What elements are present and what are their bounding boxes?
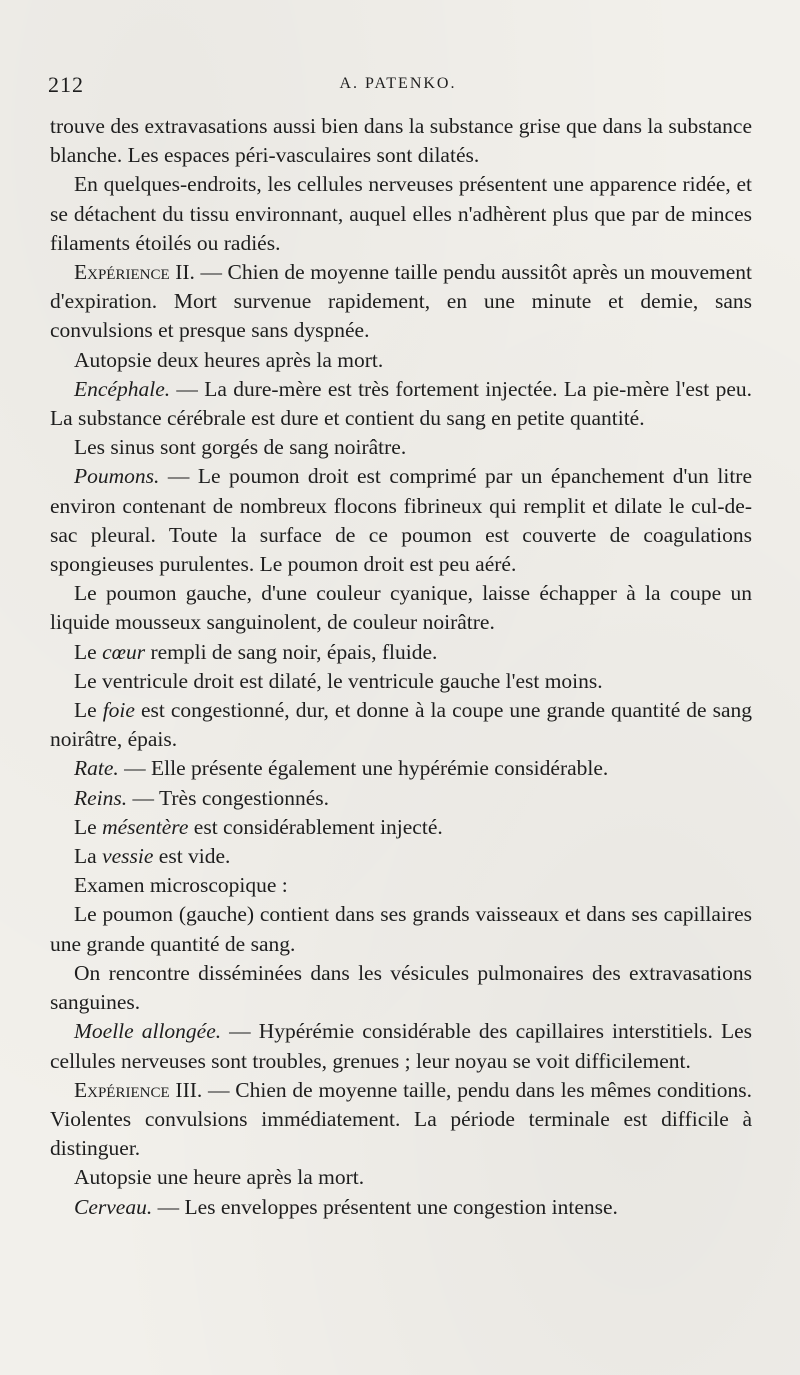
text-run: Le ventricule droit est dilaté, le ventricule gauche l'est moins. — [74, 668, 603, 693]
italic-term: cœur — [102, 639, 146, 664]
paragraph — [50, 579, 752, 637]
paragraph — [50, 112, 752, 170]
text-run: — Le poumon droit est comprimé par un épanchement d'un litre environ contenant de nombreux flocons fibrineux qui remplit et dilate le cul-de-sac pleural. Toute la surface de ce poumon est couverte de coagulations spongieuses purulentes. Le poumon droit est peu aéré. — [50, 464, 752, 577]
text-run: Examen microscopique : — [74, 873, 288, 898]
paragraph — [50, 170, 752, 258]
paragraph — [50, 1076, 752, 1164]
text-run: est vide. — [153, 844, 231, 869]
text-run: trouve des extravasations aussi bien dans la substance grise que dans la substance blanche. Les espaces péri-vasculaires sont dilatés. — [50, 114, 752, 168]
experiment-heading: Expérience II. — [74, 260, 195, 285]
text-run: est considérablement injecté. — [188, 814, 443, 839]
running-title: A. PATENKO. — [339, 75, 457, 92]
paragraph — [50, 375, 752, 433]
paragraph — [50, 1017, 752, 1075]
body-text — [50, 112, 752, 1222]
paragraph — [50, 754, 752, 783]
text-run: Le poumon gauche, d'une couleur cyanique, laisse échapper à la coupe un liquide mousseux sanguinolent, de couleur noirâtre. — [50, 581, 752, 635]
paragraph — [50, 1163, 752, 1192]
text-run: — Les enveloppes présentent une congestion intense. — [152, 1194, 618, 1219]
italic-term: Rate. — [74, 756, 119, 781]
text-run: Le poumon (gauche) contient dans ses grands vaisseaux et dans ses capillaires une grande quantité de sang. — [50, 902, 752, 956]
text-run: rempli de sang noir, épais, fluide. — [145, 639, 438, 664]
italic-term: Moelle allongée. — [74, 1019, 222, 1044]
text-run: Autopsie une heure après la mort. — [74, 1165, 365, 1190]
text-run: En quelques-endroits, les cellules nerveuses présentent une apparence ridée, et se détachent du tissu environnant, auquel elles n'adhèrent plus que par de minces filaments étoilés ou radiés. — [50, 172, 752, 255]
italic-term: Reins. — [74, 785, 128, 810]
paragraph — [50, 258, 752, 346]
text-run: Le — [74, 814, 103, 839]
italic-term: Encéphale. — [74, 376, 171, 401]
page-header — [48, 72, 748, 102]
text-run: — Elle présente également une hypérémie considérable. — [118, 756, 609, 781]
paragraph — [50, 871, 752, 900]
page-number: 212 — [48, 72, 84, 97]
italic-term: Cerveau. — [74, 1194, 153, 1219]
paragraph — [50, 667, 752, 696]
text-run: La — [74, 844, 103, 869]
text-run: — Très congestionnés. — [127, 785, 330, 810]
text-run: Autopsie deux heures après la mort. — [74, 347, 384, 372]
text-run: est congestionné, dur, et donne à la coupe une grande quantité de sang noirâtre, épais. — [50, 698, 752, 752]
paragraph — [50, 900, 752, 958]
paragraph — [50, 842, 752, 871]
text-run: — Chien de moyenne taille pendu aussitôt après un mouvement d'expiration. Mort survenue rapidement, en une minute et demie, sans convulsions et presque sans dyspnée. — [50, 260, 753, 343]
paragraph — [50, 813, 752, 842]
paragraph — [50, 784, 752, 813]
text-run: — Chien de moyenne taille, pendu dans les mêmes conditions. Violentes convulsions immédiatement. La période terminale est difficile à distinguer. — [50, 1077, 752, 1161]
text-run: — La dure-mère est très fortement injectée. La pie-mère l'est peu. La substance cérébrale est dure et contient du sang en petite quantité. — [50, 376, 752, 431]
paragraph — [50, 346, 752, 375]
text-run: — Hypérémie considérable des capillaires interstitiels. Les cellules nerveuses sont troubles, grenues ; leur noyau se voit difficilement. — [50, 1019, 752, 1073]
italic-term: vessie — [102, 844, 154, 869]
text-run: Le — [74, 639, 103, 664]
text-run: Les sinus sont gorgés de sang noirâtre. — [74, 435, 407, 460]
paragraph — [50, 462, 752, 579]
paragraph — [50, 433, 752, 462]
paragraph — [50, 696, 752, 754]
paragraph — [50, 638, 752, 667]
paragraph — [50, 1193, 752, 1222]
italic-term: Poumons. — [74, 464, 160, 489]
italic-term: foie — [102, 698, 135, 723]
experiment-heading: Expérience III. — [74, 1077, 203, 1102]
text-run: Le — [74, 698, 103, 723]
italic-term: mésentère — [102, 814, 189, 839]
paragraph — [50, 959, 752, 1017]
text-run: On rencontre disséminées dans les vésicules pulmonaires des extravasations sanguines. — [50, 960, 752, 1015]
